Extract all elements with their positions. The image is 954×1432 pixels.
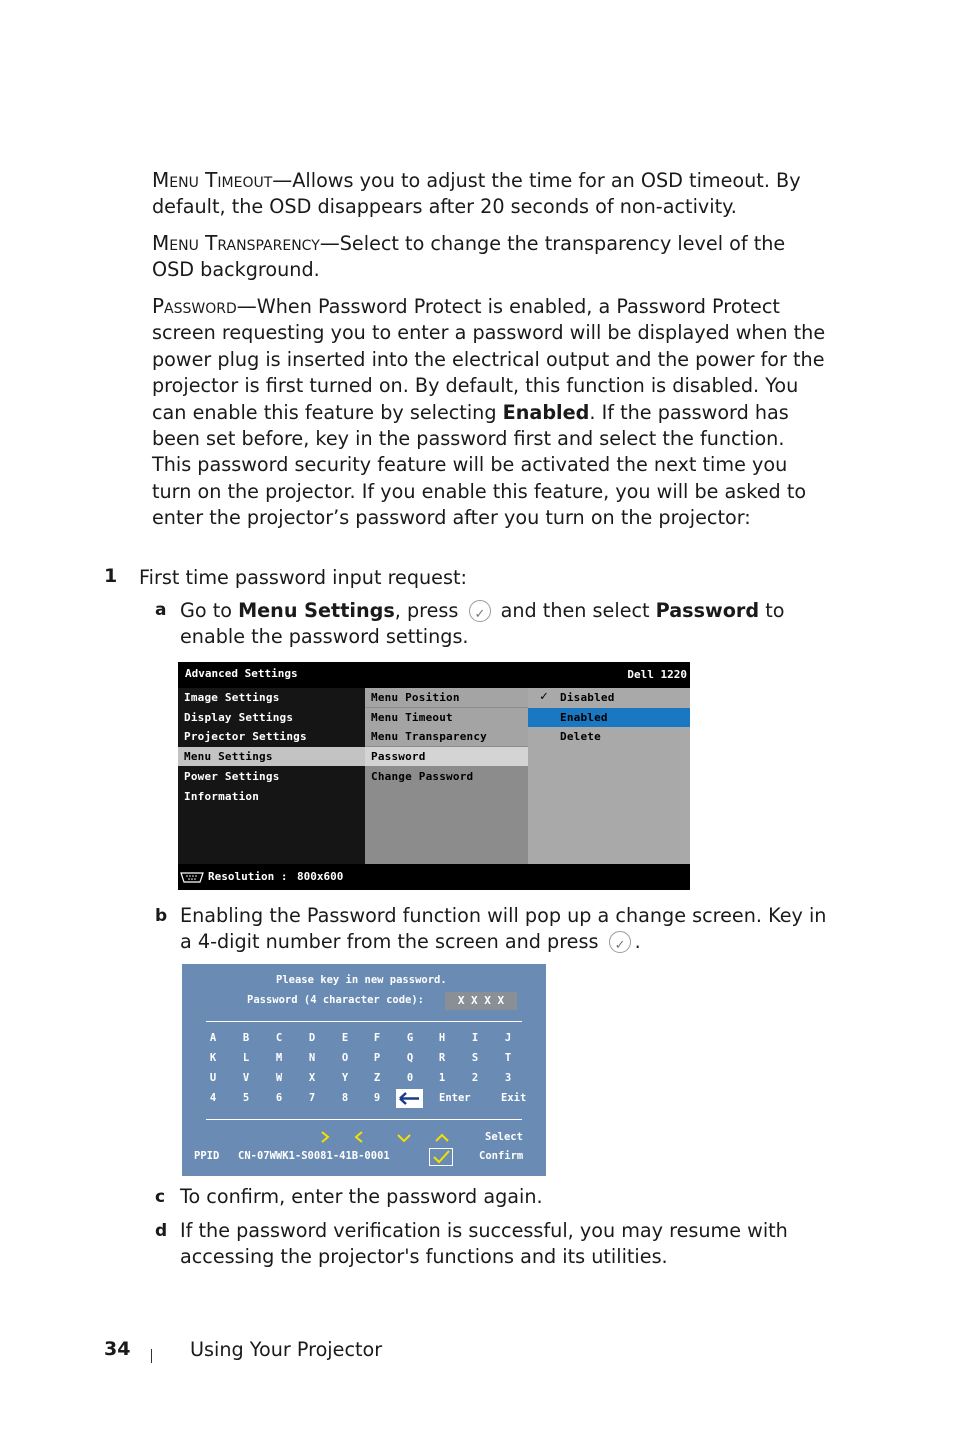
resolution-value: 800x600 [297, 870, 344, 883]
enter-key[interactable]: Enter [439, 1092, 471, 1104]
osd-left-item-power-settings[interactable]: Power Settings [184, 770, 280, 783]
osd-mid-item-menu-position[interactable]: Menu Position [365, 688, 528, 707]
step-1-text: First time password input request: [139, 566, 467, 589]
key-f[interactable]: F [373, 1032, 381, 1044]
password-enabled-bold: Enabled [502, 400, 590, 424]
up-arrow-icon [434, 1132, 450, 1144]
key-8[interactable]: 8 [341, 1092, 349, 1104]
osd-right-item-disabled[interactable]: Disabled [560, 691, 615, 704]
step-1-number: 1 [104, 565, 118, 587]
key-h[interactable]: H [438, 1032, 446, 1044]
step-a-menu-settings: Menu Settings [238, 599, 395, 622]
left-arrow-icon [353, 1130, 365, 1144]
osd-left-item-display-settings[interactable]: Display Settings [184, 711, 294, 724]
password-paragraph [152, 293, 827, 532]
step-b-t2: . [634, 930, 641, 954]
vga-connector-icon [180, 872, 204, 883]
osd-mid-item-menu-transparency[interactable]: Menu Transparency [365, 727, 528, 746]
key-3[interactable]: 3 [504, 1072, 512, 1084]
down-arrow-icon [396, 1132, 412, 1144]
key-s[interactable]: S [471, 1052, 479, 1064]
osd-left-item-projector-settings[interactable]: Projector Settings [184, 730, 307, 743]
step-b-t1: Enabling the Password function will pop up a change screen. Key in a 4-digit number from the screen and press [180, 904, 827, 954]
step-a-password: Password [655, 599, 760, 622]
step-a-letter: a [155, 600, 167, 620]
ok-button-icon [469, 600, 491, 622]
key-a[interactable]: A [209, 1032, 217, 1044]
key-w[interactable]: W [275, 1072, 283, 1084]
key-j[interactable]: J [504, 1032, 512, 1044]
osd-right-item-delete: Delete [560, 730, 601, 743]
advanced-settings-osd [178, 662, 690, 890]
key-7[interactable]: 7 [308, 1092, 316, 1104]
osd-left-menu [178, 688, 365, 864]
password-code-label: Password (4 character code): [247, 994, 425, 1006]
menu-transparency-paragraph [152, 230, 827, 284]
key-k[interactable]: K [209, 1052, 217, 1064]
osd-footer [178, 864, 690, 890]
osd-left-item-menu-settings[interactable]: Menu Settings [178, 747, 365, 766]
password-prompt: Please key in new password. [276, 974, 447, 986]
key-y[interactable]: Y [341, 1072, 349, 1084]
key-u[interactable]: U [209, 1072, 217, 1084]
step-a-t4: to enable the password settings. [180, 599, 785, 649]
password-text-b: . If the password has been set before, key in the password first and select the function. This password security feature will be activated the next time you turn on the projector. If you enable this feature, you will be asked to enter the projector’s password after you turn on the projector: [152, 400, 807, 530]
key-i[interactable]: I [471, 1032, 479, 1044]
osd-left-item-information[interactable]: Information [184, 790, 260, 803]
password-code-field[interactable]: X X X X [445, 992, 517, 1010]
backspace-arrow-icon [396, 1089, 423, 1108]
menu-timeout-paragraph [152, 167, 827, 221]
password-text-a: When Password Protect is enabled, a Password Protect screen requesting you to enter a password will be displayed when the power plug is inserted into the electrical output and the power for the projector is first turned on. By default, this function is disabled. You can enable this feature by selecting [152, 295, 826, 424]
osd-title: Advanced Settings [185, 667, 298, 680]
key-r[interactable]: R [438, 1052, 446, 1064]
divider-bottom [206, 1119, 522, 1120]
footer-section-title: Using Your Projector [190, 1338, 383, 1361]
divider-top [206, 1021, 522, 1022]
menu-transparency-text: Select to change the transparency level of the OSD background. [152, 232, 786, 282]
step-a-t3: and then select [494, 599, 656, 622]
osd-left-item-image-settings[interactable]: Image Settings [184, 691, 280, 704]
confirm-label: Confirm [479, 1150, 524, 1162]
key-t[interactable]: T [504, 1052, 512, 1064]
osd-header [178, 662, 690, 688]
ppid-value: CN-07WWK1-S0081-41B-0001 [238, 1150, 390, 1162]
step-c-text: To confirm, enter the password again. [180, 1185, 543, 1208]
key-g[interactable]: G [406, 1032, 414, 1044]
ppid-label: PPID [194, 1150, 220, 1162]
key-o[interactable]: O [341, 1052, 349, 1064]
osd-mid-item-change-password[interactable]: Change Password [371, 770, 474, 783]
key-v[interactable]: V [242, 1072, 250, 1084]
key-q[interactable]: Q [406, 1052, 414, 1064]
menu-timeout-text: Allows you to adjust the time for an OSD timeout. By default, the OSD disappears after 20 seconds of non-activity. [152, 169, 801, 219]
password-entry-osd [182, 964, 546, 1176]
select-label: Select [485, 1131, 523, 1143]
right-arrow-icon [319, 1130, 331, 1144]
osd-right-item-enabled[interactable]: Enabled [528, 708, 690, 727]
menu-transparency-term: Menu Transparency— [152, 231, 340, 255]
step-d-letter: d [155, 1221, 168, 1241]
key-5[interactable]: 5 [242, 1092, 250, 1104]
step-a-text [180, 598, 820, 651]
menu-timeout-term: Menu Timeout— [152, 168, 293, 192]
check-icon: ✓ [540, 689, 548, 704]
osd-mid-item-password[interactable]: Password [365, 747, 528, 766]
step-b-letter: b [155, 906, 168, 926]
backspace-key[interactable] [396, 1089, 423, 1108]
password-term: Password— [152, 294, 257, 318]
step-a-t2: , press [394, 599, 465, 622]
key-x[interactable]: X [308, 1072, 316, 1084]
key-c[interactable]: C [275, 1032, 283, 1044]
key-0[interactable]: 0 [406, 1072, 414, 1084]
confirm-check-icon [429, 1148, 453, 1166]
key-d[interactable]: D [308, 1032, 316, 1044]
step-a-t1: Go to [180, 599, 239, 622]
osd-mid-item-menu-timeout[interactable]: Menu Timeout [365, 708, 528, 727]
osd-mid-menu [365, 688, 528, 864]
step-c-letter: c [155, 1187, 166, 1207]
osd-model: Dell 1220 [627, 668, 687, 681]
key-n[interactable]: N [308, 1052, 316, 1064]
key-1[interactable]: 1 [438, 1072, 446, 1084]
key-e[interactable]: E [341, 1032, 349, 1044]
key-z[interactable]: Z [373, 1072, 381, 1084]
key-2[interactable]: 2 [471, 1072, 479, 1084]
key-b[interactable]: B [242, 1032, 250, 1044]
key-m[interactable]: M [275, 1052, 283, 1064]
step-d-text: If the password verification is successful, you may resume with accessing the projector's functions and its utilities. [180, 1219, 788, 1269]
key-6[interactable]: 6 [275, 1092, 283, 1104]
step-b-text [180, 903, 830, 956]
exit-key[interactable]: Exit [501, 1092, 527, 1104]
osd-right-menu [528, 688, 690, 864]
key-4[interactable]: 4 [209, 1092, 217, 1104]
resolution-label: Resolution : [208, 870, 288, 883]
key-p[interactable]: P [373, 1052, 381, 1064]
ok-button-icon [609, 931, 631, 953]
key-9[interactable]: 9 [373, 1092, 381, 1104]
key-l[interactable]: L [242, 1052, 250, 1064]
footer-separator [151, 1349, 152, 1363]
page-number: 34 [104, 1338, 131, 1360]
